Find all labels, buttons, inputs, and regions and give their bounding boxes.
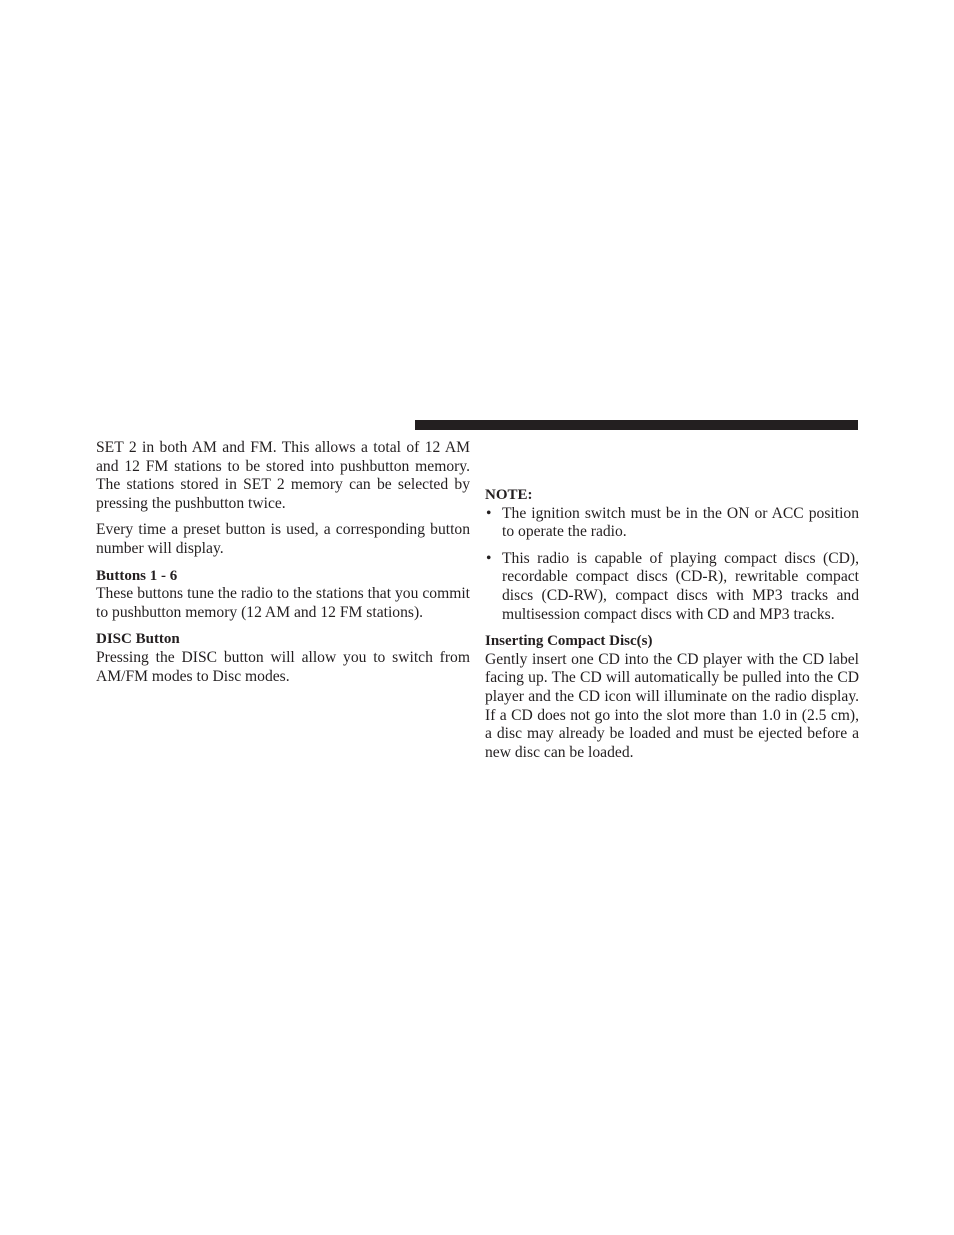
heading-inserting-cd: Inserting Compact Disc(s) xyxy=(485,633,653,650)
note-label: NOTE: xyxy=(485,487,533,503)
note-bullet-list xyxy=(485,505,859,625)
left-column xyxy=(96,439,470,694)
bullet-text: This radio is capable of playing compact discs (CD), recordable compact discs (CD-R), rewritable compact discs (CD-RW), compact discs with MP3 tracks and multisession compact discs with CD and MP3 tracks. xyxy=(502,549,859,623)
section-header-bar xyxy=(415,420,858,430)
paragraph-disc-button: Pressing the DISC button will allow you to switch from AM/FM modes to Disc modes. xyxy=(96,648,470,685)
list-item xyxy=(485,505,859,542)
right-column xyxy=(485,486,859,770)
paragraph-set2-memory: SET 2 in both AM and FM. This allows a total of 12 AM and 12 FM stations to be stored into pushbutton memory. The stations stored in SET 2 memory can be selected by pressing the pushbutton twice. xyxy=(96,439,470,512)
heading-disc-button: DISC Button xyxy=(96,631,180,648)
bullet-icon: • xyxy=(486,549,492,567)
paragraph-preset-display: Every time a preset button is used, a corresponding button number will display. xyxy=(96,521,470,557)
bullet-text: The ignition switch must be in the ON or ACC position to operate the radio. xyxy=(502,504,859,541)
paragraph-inserting-cd: Gently insert one CD into the CD player with the CD label facing up. The CD will automatically be pulled into the CD player and the CD icon will illuminate on the radio display. If a CD does not go into the slot more than 1.0 in (2.5 cm), a disc may already be loaded and must be ejected before a new disc can be loaded. xyxy=(485,650,859,761)
bullet-icon: • xyxy=(486,504,492,522)
list-item xyxy=(485,550,859,624)
heading-buttons-1-6: Buttons 1 - 6 xyxy=(96,567,178,584)
paragraph-buttons-1-6: These buttons tune the radio to the stations that you commit to pushbutton memory (12 AM and 12 FM stations). xyxy=(96,585,470,621)
